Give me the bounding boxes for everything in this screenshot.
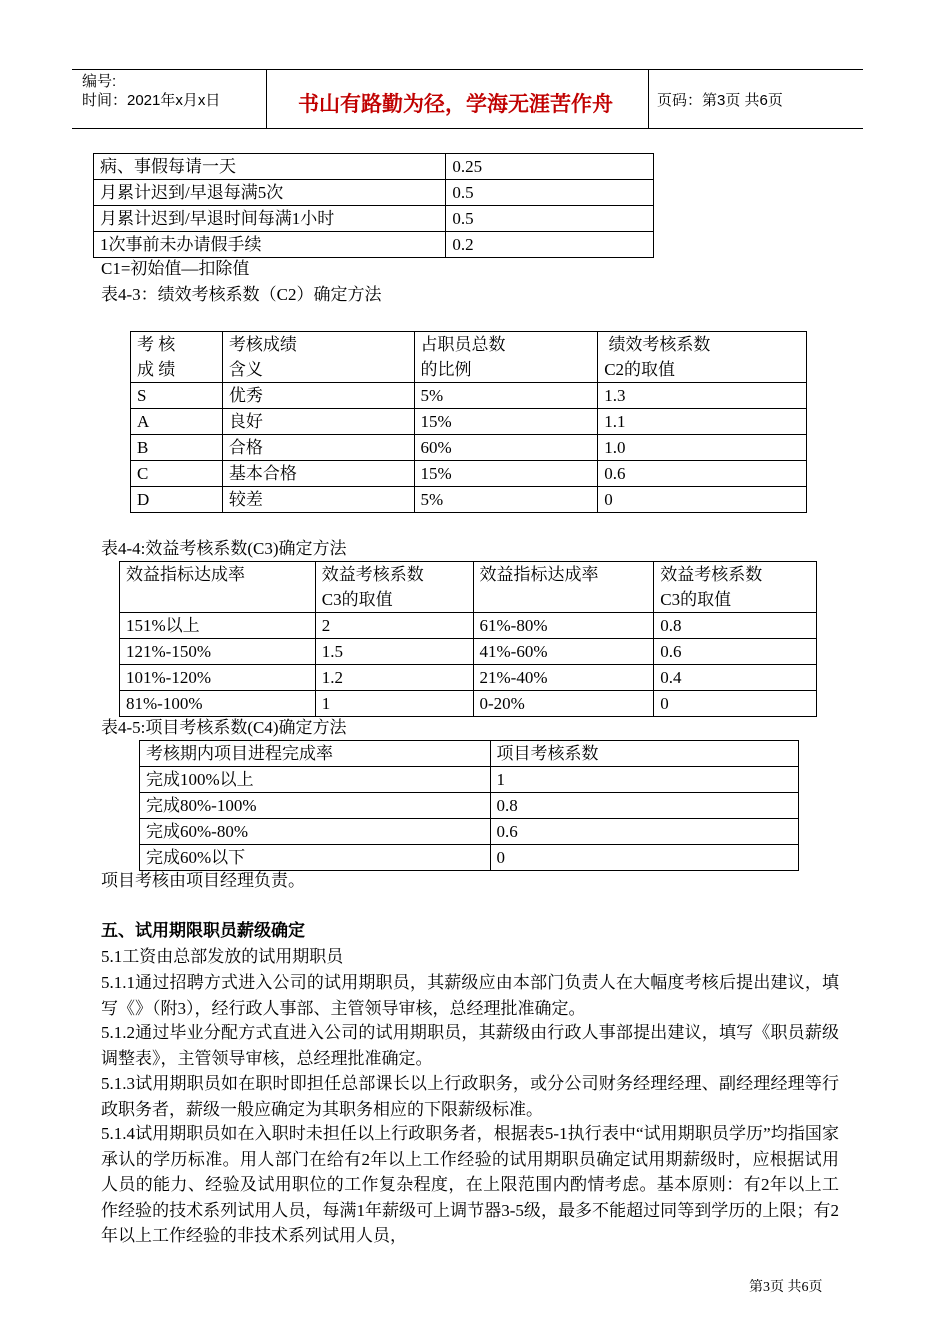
table-cell: 0.2 xyxy=(446,232,654,258)
table-row: 完成80%-100% 0.8 xyxy=(140,793,799,819)
footer-page: 第3页 共6页 xyxy=(749,1280,823,1295)
section5-title: 五、试用期限职员薪级确定 xyxy=(101,921,305,940)
table-row: D 较差 5% 0 xyxy=(131,487,807,513)
table-row: C 基本合格 15% 0.6 xyxy=(131,461,807,487)
deduction-table xyxy=(93,153,654,258)
header-cell: 效益考核系数 C3的取值 xyxy=(654,562,817,613)
table-row: 121%-150% 1.5 41%-60% 0.6 xyxy=(120,639,817,665)
table-row xyxy=(94,232,654,258)
header-top-rule xyxy=(72,69,863,70)
table-cell: 0.5 xyxy=(446,206,654,232)
table-cell: 病、事假每请一天 xyxy=(94,154,446,180)
table-header-row xyxy=(140,741,799,767)
header-page: 页码：第3页 共6页 xyxy=(657,92,783,109)
header-cell: 考核成绩 含义 xyxy=(222,332,414,383)
c1-formula: C1=初始值—扣除值 xyxy=(101,259,250,278)
table-header-row xyxy=(131,332,807,383)
table-row xyxy=(94,206,654,232)
header-bottom-rule xyxy=(72,128,863,129)
table-cell: 0.5 xyxy=(446,180,654,206)
c2-table xyxy=(130,331,807,513)
project-note: 项目考核由项目经理负责。 xyxy=(101,871,305,890)
section5-p512: 5.1.2通过毕业分配方式直进入公司的试用期职员，其薪级由行政人事部提出建议，填写《职员薪级调整表》，主管领导审核，总经理批准确定。 xyxy=(101,1023,839,1068)
header-divider-left xyxy=(266,69,267,129)
header-cell: 绩效考核系数 C2的取值 xyxy=(598,332,807,383)
table-row xyxy=(94,180,654,206)
header-cell: 效益考核系数 C3的取值 xyxy=(315,562,473,613)
header-motto: 书山有路勤为径，学海无涯苦作舟 xyxy=(298,92,613,116)
table-cell: 月累计迟到/早退每满5次 xyxy=(94,180,446,206)
header-cell: 效益指标达成率 xyxy=(120,562,316,613)
section5-p514: 5.1.4试用期职员如在入职时未担任以上行政职务者，根据表5-1执行表中“试用期职员学历”均指国家承认的学历标准。用人部门在给有2年以上工作经验的试用期职员确定试用期薪级时，应根据试用人员的能力、经验及试用职位的工作复杂程度，在上限范围内酌情考虑。基本原则：有2年以上工作经验的技术系列试用人员，每满1年薪级可上调节器3-5级，最多不能超过同等到学历的上限；有2年以上工作经验的非技术系列试用人员， xyxy=(101,1124,839,1245)
table-row: 101%-120% 1.2 21%-40% 0.4 xyxy=(120,665,817,691)
header-cell: 占职员总数 的比例 xyxy=(414,332,598,383)
header-number: 编号: xyxy=(82,73,117,90)
table-row: 81%-100% 1 0-20% 0 xyxy=(120,691,817,717)
table-row: 151%以上 2 61%-80% 0.8 xyxy=(120,613,817,639)
section5-p51: 5.1工资由总部发放的试用期职员 xyxy=(101,947,344,966)
table-cell: 月累计迟到/早退时间每满1小时 xyxy=(94,206,446,232)
header-cell: 效益指标达成率 xyxy=(473,562,654,613)
table-c4-caption: 表4-5:项目考核系数(C4)确定方法 xyxy=(101,718,347,737)
table-cell: 0.25 xyxy=(446,154,654,180)
table-row xyxy=(94,154,654,180)
table-row: 完成100%以上 1 xyxy=(140,767,799,793)
header-time: 时间：2021年x月x日 xyxy=(82,92,221,109)
c3-table xyxy=(119,561,817,717)
table-header-row xyxy=(120,562,817,613)
header-divider-right xyxy=(648,69,649,129)
table-c2-caption: 表4-3：绩效考核系数（C2）确定方法 xyxy=(101,285,382,304)
section5-p511: 5.1.1通过招聘方式进入公司的试用期职员，其薪级应由本部门负责人在大幅度考核后提出建议，填写《》（附3），经行政人事部、主管领导审核，总经理批准确定。 xyxy=(101,973,839,1018)
table-row: 完成60%-80% 0.6 xyxy=(140,819,799,845)
table-row: S 优秀 5% 1.3 xyxy=(131,383,807,409)
table-row: A 良好 15% 1.1 xyxy=(131,409,807,435)
header-cell: 考核期内项目进程完成率 xyxy=(140,741,491,767)
section5-p513: 5.1.3试用期职员如在职时即担任总部课长以上行政职务，或分公司财务经理经理、副经理经理等行政职务者，薪级一般应确定为其职务相应的下限薪级标准。 xyxy=(101,1074,839,1119)
header-cell: 项目考核系数 xyxy=(490,741,799,767)
table-cell: 1次事前未办请假手续 xyxy=(94,232,446,258)
c4-table xyxy=(139,740,799,871)
table-row: 完成60%以下 0 xyxy=(140,845,799,871)
header-cell: 考 核 成 绩 xyxy=(131,332,223,383)
table-c3-caption: 表4-4:效益考核系数(C3)确定方法 xyxy=(101,539,347,558)
table-row: B 合格 60% 1.0 xyxy=(131,435,807,461)
